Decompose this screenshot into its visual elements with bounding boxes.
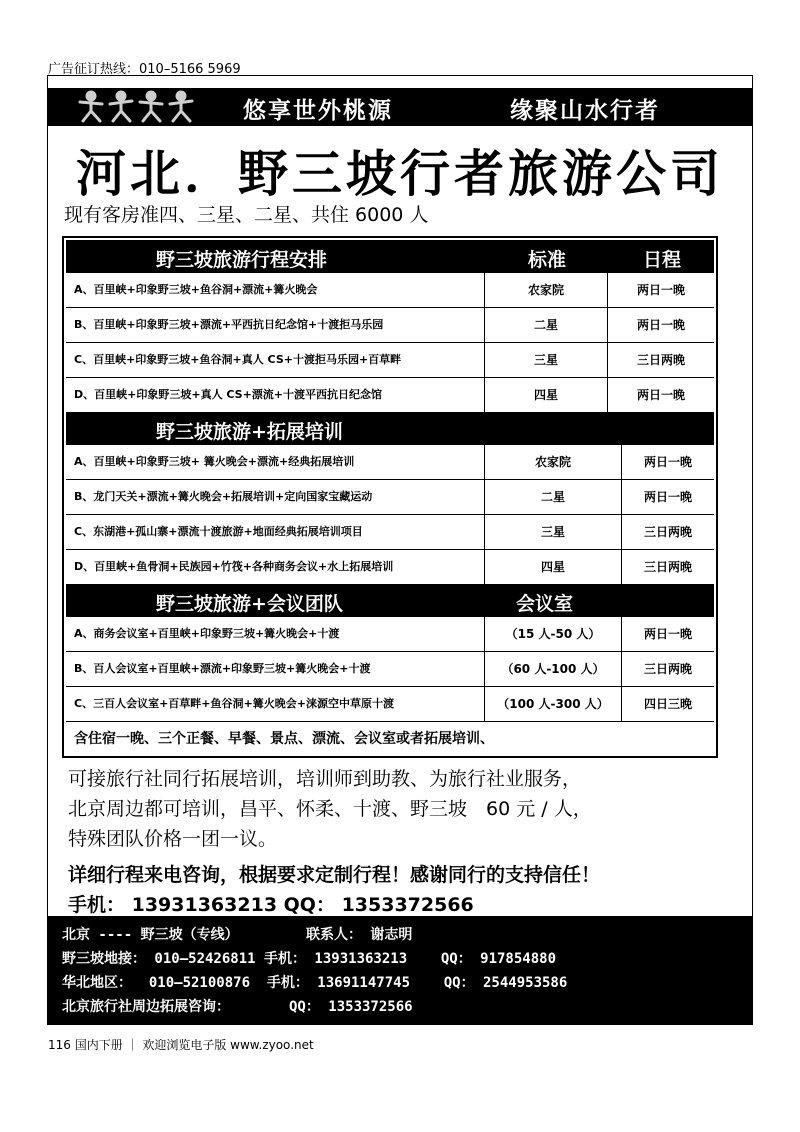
route-cell: B、龙门天关+漂流+篝火晚会+拓展培训+定向国家宝藏运动 [74, 490, 373, 503]
slogan-bar [48, 88, 752, 126]
route-cell: B、百人会议室+百里峡+漂流+印象野三坡+篝火晚会+十渡 [74, 662, 371, 675]
ad-hotline: 广告征订热线：010–5166 5969 [48, 62, 241, 77]
schedule-cell: 三日两晚 [636, 353, 685, 367]
meeting-size-cell: （15 人-50 人） [484, 617, 622, 651]
consult-line: 详细行程来电咨询，根据要求定制行程！感谢同行的支持信任！ [68, 864, 601, 886]
standard-cell: 三星 [484, 343, 608, 377]
itinerary-row [66, 617, 714, 652]
standard-cell: 四星 [484, 550, 622, 584]
schedule-cell: 三日两晚 [643, 525, 692, 539]
dancing-figures-logo [76, 90, 196, 124]
schedule-cell: 两日一晚 [643, 455, 692, 469]
itinerary-row [66, 515, 714, 550]
slogan-left: 悠享世外桃源 [243, 98, 393, 124]
route-cell: A、商务会议室+百里峡+印象野三坡+篝火晚会+十渡 [74, 627, 340, 640]
section-header [66, 240, 714, 273]
slogan-right: 缘聚山水行者 [510, 98, 660, 124]
schedule-cell: 两日一晚 [636, 318, 685, 332]
itinerary-row [66, 687, 714, 722]
route-cell: A、百里峡+印象野三坡+鱼谷洞+漂流+篝火晚会 [74, 283, 318, 296]
schedule-cell: 两日一晚 [636, 283, 685, 297]
section-title: 野三坡旅游行程安排 [156, 249, 328, 271]
route-cell: D、百里峡+鱼骨洞+民族园+竹筏+各种商务会议+水上拓展培训 [74, 560, 394, 573]
contact-line: 野三坡地接： 010–52426811 手机： 13931363213 QQ： 917854880 [62, 951, 557, 967]
meeting-size-cell: （100 人-300 人） [484, 687, 622, 721]
schedule-cell: 两日一晚 [643, 490, 692, 504]
itinerary-row [66, 308, 714, 343]
contact-bar [48, 916, 752, 1024]
training-line-3: 特殊团队价格一团一议。 [68, 828, 278, 850]
phone-line: 手机： 13931363213 QQ： 1353372566 [68, 894, 474, 916]
route-cell: B、百里峡+印象野三坡+漂流+平西抗日纪念馆+十渡拒马乐园 [74, 318, 384, 331]
standard-cell: 农家院 [484, 445, 622, 479]
standard-cell: 二星 [484, 480, 622, 514]
section-header [66, 584, 714, 617]
training-line-2: 北京周边都可培训，昌平、怀柔、十渡、野三坡 60 元 / 人， [68, 798, 592, 820]
itinerary-row [66, 480, 714, 515]
route-cell: C、百里峡+印象野三坡+鱼谷洞+真人 CS+十渡拒马乐园+百草畔 [74, 353, 402, 366]
schedule-cell: 两日一晚 [636, 388, 685, 402]
contact-line: 北京 ---- 野三坡（专线） 联系人： 谢志明 [62, 927, 413, 943]
section-header [66, 412, 714, 445]
schedule-cell: 两日一晚 [643, 627, 692, 641]
section-title: 野三坡旅游+会议团队 [156, 593, 343, 615]
route-cell: C、三百人会议室+百草畔+鱼谷洞+篝火晚会+涞源空中草原十渡 [74, 697, 394, 710]
column-header-meeting-room: 会议室 [516, 593, 574, 615]
company-name: 河北．野三坡行者旅游公司 [76, 145, 724, 203]
training-line-1: 可接旅行社同行拓展培训，培训师到助教、为旅行社业服务， [68, 768, 582, 790]
schedule-cell: 四日三晚 [643, 697, 692, 711]
route-cell: A、百里峡+印象野三坡+ 篝火晚会+漂流+经典拓展培训 [74, 455, 355, 468]
contact-line: 北京旅行社周边拓展咨询： QQ： 1353372566 [62, 999, 413, 1015]
itinerary-row [66, 378, 714, 412]
route-cell: D、百里峡+印象野三坡+真人 CS+漂流+十渡平西抗日纪念馆 [74, 388, 383, 401]
section-title: 野三坡旅游+拓展培训 [156, 421, 343, 443]
schedule-cell: 三日两晚 [643, 560, 692, 574]
itinerary-row [66, 343, 714, 378]
column-header-standard: 标准 [528, 249, 567, 271]
standard-cell: 农家院 [484, 273, 608, 307]
standard-cell: 二星 [484, 308, 608, 342]
route-cell: C、东湖港+孤山寨+漂流十渡旅游+地面经典拓展培训项目 [74, 525, 363, 538]
itinerary-row [66, 273, 714, 308]
contact-line: 华北地区： 010—52100876 手机： 13691147745 QQ： 2544953586 [62, 975, 568, 991]
standard-cell: 三星 [484, 515, 622, 549]
standard-cell: 四星 [484, 378, 608, 412]
itinerary-row [66, 550, 714, 584]
itinerary-table [62, 236, 718, 758]
schedule-cell: 三日两晚 [643, 662, 692, 676]
room-capacity: 现有客房准四、三星、二星、共住 6000 人 [64, 204, 429, 226]
itinerary-row [66, 652, 714, 687]
itinerary-row [66, 445, 714, 480]
column-header-schedule: 日程 [643, 249, 682, 271]
ad-frame [47, 75, 753, 1025]
page-footer: 116 国内下册 ｜ 欢迎浏览电子版 www.zyoo.net [48, 1038, 314, 1052]
includes-note: 含住宿一晚、三个正餐、早餐、景点、漂流、会议室或者拓展培训、 [74, 731, 494, 747]
meeting-size-cell: （60 人-100 人） [484, 652, 622, 686]
